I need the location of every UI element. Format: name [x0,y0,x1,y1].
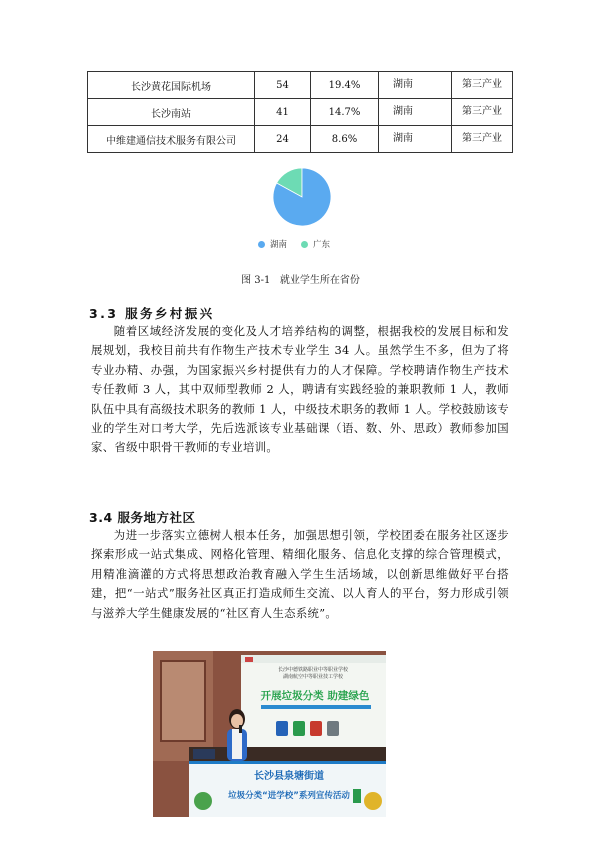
cell-count: 54 [255,72,311,99]
cell-count: 24 [255,126,311,153]
cell-percent: 14.7% [311,99,379,126]
cell-employer: 长沙南站 [88,99,255,126]
section-3-3-heading: 3.3 服务乡村振兴 [89,306,215,321]
legend-swatch-hunan [258,241,265,248]
cell-employer: 中维建通信技术服务有限公司 [88,126,255,153]
cell-industry: 第三产业 [452,72,513,99]
section-3-4-body: 为进一步落实立德树人根本任务，加强思想引领，学校团委在服务社区逐步探索形成一站式集成、网格化管理、精细化服务、信息化支撑的综合管理模式，用精准滴灌的方式将思想政治教育融入学生生活场域，以创新思维做好平台搭建，把“一站式”服务社区真正打造成师生交流、以人育人的平台，努力形成引领与滋养大学生健康发展的“社区育人生态系统”。 [91,528,509,620]
cell-province: 湖南 [379,72,452,99]
cell-province: 湖南 [379,126,452,153]
screen-title: 开展垃圾分类 助建绿色 [260,690,370,702]
legend-item-guangdong[interactable] [301,238,330,250]
table-row [88,99,513,126]
legend-item-hunan[interactable] [258,238,287,250]
section-3-4-heading: 3.4 服务地方社区 [89,510,196,525]
figure-caption: 图 3-1 就业学生所在省份 [241,275,360,286]
banner-line-1: 长沙县泉塘街道 [254,771,324,782]
legend-label-hunan: 湖南 [270,240,288,250]
cell-employer: 长沙黄花国际机场 [88,72,255,99]
pie-chart [262,160,342,240]
table-row [88,126,513,153]
screen-header-1: 长沙中德铁路职业中等职业学校 [277,667,349,673]
banner-line-2: 垃圾分类“进学校”系列宣传活动 [228,791,350,801]
cell-percent: 19.4% [311,72,379,99]
legend-swatch-guangdong [301,241,308,248]
chart-legend [258,238,330,250]
cell-industry: 第三产业 [452,99,513,126]
event-photo [153,651,386,817]
table-row [88,72,513,99]
cell-count: 41 [255,99,311,126]
cell-province: 湖南 [379,99,452,126]
screen-header-2: 湖南航空中等职业技工学校 [282,674,344,680]
section-3-3-body: 随着区域经济发展的变化及人才培养结构的调整，根据我校的发展目标和发展规划，我校目前共有作物生产技术专业学生 34 人。虽然学生不多，但为了将专业办精、办强，为国家振兴乡村提供有力的人才保障。学校聘请作物生产技术专任教师 3 人，其中双师型教师 2 人，聘请有实践经验的兼职教师 1 人，教师队伍中具有高级技术职务的教师 1 人，中级技术职务的教师 1 人。学校鼓励该专业的学生对口考大学，先后选派该专业基础课（语、数、外、思政）教师参加国家、省级中职骨干教师的专业培训。 [91,324,509,455]
legend-label-guangdong: 广东 [313,240,331,250]
cell-industry: 第三产业 [452,126,513,153]
employer-table [87,71,513,153]
event-photo-illustration [153,651,386,817]
pie-svg [262,160,342,240]
cell-percent: 8.6% [311,126,379,153]
